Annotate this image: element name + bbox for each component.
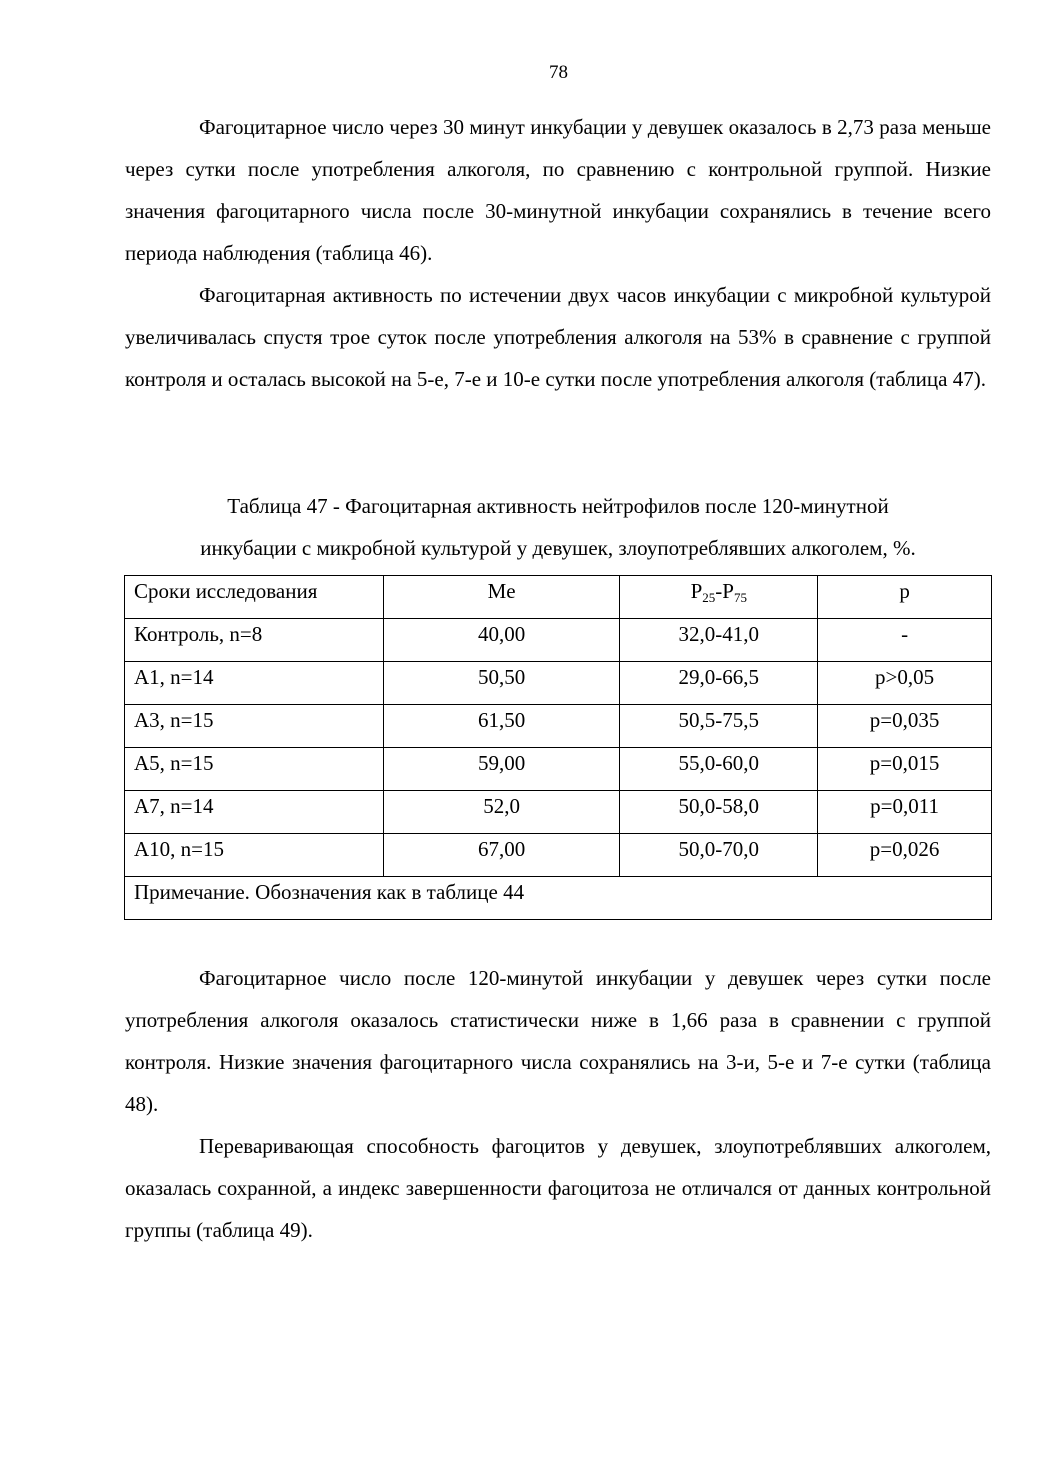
cell-me: 61,50 — [383, 705, 620, 748]
cell-range: 50,5-75,5 — [620, 705, 818, 748]
table-row — [125, 619, 992, 662]
cell-term: А3, n=15 — [125, 705, 384, 748]
cell-term: Контроль, n=8 — [125, 619, 384, 662]
header-percentiles-dash: -P — [715, 579, 734, 603]
cell-p: p=0,015 — [818, 748, 992, 791]
header-percentiles-sub-75: 75 — [733, 590, 747, 605]
cell-me: 50,50 — [383, 662, 620, 705]
cell-term: А10, n=15 — [125, 834, 384, 877]
header-p: p — [818, 576, 992, 619]
cell-term: А5, n=15 — [125, 748, 384, 791]
cell-range: 50,0-70,0 — [620, 834, 818, 877]
cell-range: 32,0-41,0 — [620, 619, 818, 662]
table-note: Примечание. Обозначения как в таблице 44 — [125, 877, 992, 920]
paragraph-4: Переваривающая способность фагоцитов у девушек, злоупотреблявших алкоголем, оказалась сохранной, а индекс завершенности фагоцитоза не отличался от данных контрольной группы (таблица 49). — [125, 1134, 991, 1242]
table-row — [125, 748, 992, 791]
cell-term: А7, n=14 — [125, 791, 384, 834]
table-row — [125, 834, 992, 877]
table-note-row — [125, 877, 992, 920]
table-caption-line-1: Таблица 47 - Фагоцитарная активность нейтрофилов после 120-минутной — [227, 494, 889, 518]
table-row — [125, 662, 992, 705]
paragraph-1: Фагоцитарное число через 30 минут инкубации у девушек оказалось в 2,73 раза меньше через сутки после употребления алкоголя, по сравнению с контрольной группой. Низкие значения фагоцитарного числа после 30-минутной инкубации сохранялись в течение всего периода наблюдения (таблица 46). — [125, 115, 991, 265]
header-percentiles-p: P — [690, 579, 703, 603]
paragraph-2: Фагоцитарная активность по истечении двух часов инкубации с микробной культурой увеличивалась спустя трое суток после употребления алкоголя на 53% в сравнение с группой контроля и осталась высокой на 5-е, 7-е и 10-е сутки после употребления алкоголя (таблица 47). — [125, 283, 991, 391]
page-number: 78 — [549, 62, 568, 83]
cell-me: 59,00 — [383, 748, 620, 791]
paragraph-3: Фагоцитарное число после 120-минутой инкубации у девушек через сутки после употребления алкоголя оказалось статистически ниже в 1,66 раза в сравнении с группой контроля. Низкие значения фагоцитарного числа сохранялись на 3-и, 5-е и 7-е сутки (таблица 48). — [125, 966, 991, 1116]
data-table — [124, 575, 992, 920]
cell-p: p=0,011 — [818, 791, 992, 834]
cell-p: p=0,026 — [818, 834, 992, 877]
header-me: Me — [383, 576, 620, 619]
table-row — [125, 705, 992, 748]
cell-term: А1, n=14 — [125, 662, 384, 705]
table-row — [125, 791, 992, 834]
table-header-row — [125, 576, 992, 619]
cell-me: 40,00 — [383, 619, 620, 662]
header-percentiles-sub-25: 25 — [702, 590, 716, 605]
cell-p: p=0,035 — [818, 705, 992, 748]
header-terms: Сроки исследования — [125, 576, 384, 619]
cell-me: 67,00 — [383, 834, 620, 877]
cell-range: 50,0-58,0 — [620, 791, 818, 834]
cell-range: 55,0-60,0 — [620, 748, 818, 791]
cell-p: - — [818, 619, 992, 662]
cell-range: 29,0-66,5 — [620, 662, 818, 705]
cell-me: 52,0 — [383, 791, 620, 834]
header-percentiles — [620, 576, 818, 619]
table-caption — [125, 485, 991, 569]
cell-p: p>0,05 — [818, 662, 992, 705]
table-caption-line-2: инкубации с микробной культурой у девушек, злоупотреблявших алкоголем, %. — [200, 536, 916, 560]
